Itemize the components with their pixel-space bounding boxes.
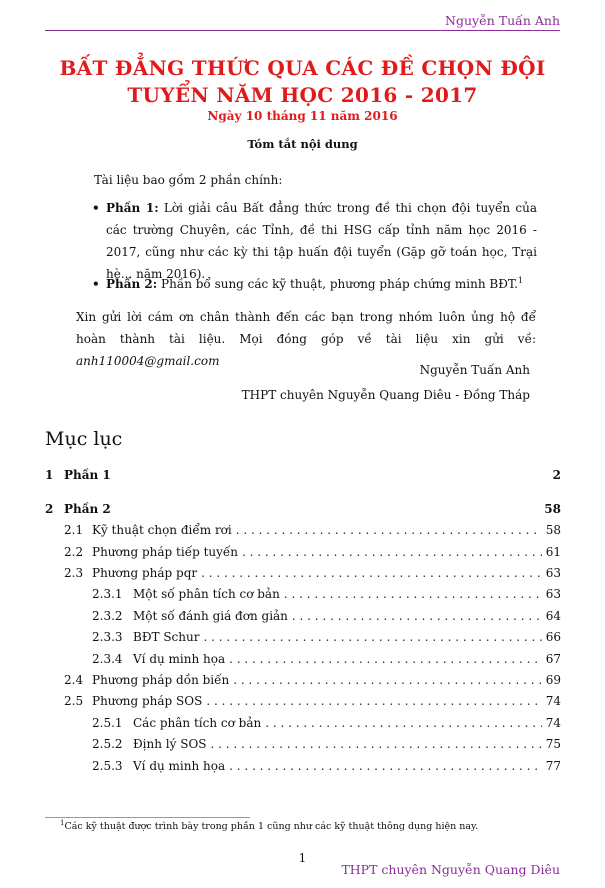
signature-school: THPT chuyên Nguyễn Quang Diêu - Đồng Tháp (241, 388, 530, 402)
document-title-line-1: BẤT ĐẲNG THỨC QUA CÁC ĐỀ CHỌN ĐỘI (59, 56, 546, 80)
footnote-number: 1 (60, 818, 65, 827)
toc-entry-page[interactable]: 69 (545, 673, 561, 687)
document-title-line-2: TUYỂN NĂM HỌC 2016 - 2017 (127, 83, 478, 107)
toc-entry-number: 2.3 (64, 566, 84, 580)
item-text: Lời giải câu Bất đẳng thức trong đề thi chọn đội tuyển của các trường Chuyên, các Tỉnh, đề thi HSG cấp tỉnh năm học 2016 - 2017, cũng như các kỳ thi tập huấn đội tuyển (Gặp gỡ toán học, Trại hè... năm 2016). (106, 201, 537, 281)
toc-dot-leader (233, 673, 541, 687)
footnote (60, 818, 479, 832)
toc-entry[interactable] (45, 757, 561, 773)
toc-title: Mục lục (45, 428, 123, 450)
document-date: Ngày 10 tháng 11 năm 2016 (207, 109, 398, 123)
abstract-item-1 (92, 197, 537, 285)
toc-entry[interactable] (45, 564, 561, 580)
item-label: Phần 2: (106, 277, 158, 291)
toc-entry[interactable] (45, 671, 561, 687)
toc-entry-page[interactable]: 64 (545, 609, 561, 623)
toc-entry-page[interactable]: 77 (545, 759, 561, 773)
footnote-rule (45, 817, 250, 818)
toc-dot-leader (236, 523, 542, 537)
toc-entry-label[interactable]: Phần 1 (64, 468, 111, 482)
toc-entry-label[interactable]: Phương pháp pqr (92, 566, 198, 580)
toc-entry[interactable] (45, 692, 561, 708)
toc-dot-leader (211, 737, 542, 751)
bullet-icon: • (92, 277, 100, 291)
toc-entry-number: 1 (45, 468, 54, 482)
toc-entry-number: 2.5.2 (92, 737, 123, 751)
header-author: Nguyễn Tuấn Anh (445, 13, 560, 28)
toc-entry-label[interactable]: Một số đánh giá đơn giản (133, 609, 288, 623)
footer-school: THPT chuyên Nguyễn Quang Diêu (341, 862, 560, 877)
footnote-mark[interactable]: 1 (517, 276, 524, 285)
toc-entry[interactable] (45, 607, 561, 623)
acknowledgement-text: Xin gửi lời cám ơn chân thành đến các bạn trong nhóm luôn ủng hộ để hoàn thành tài liệu. Mọi đóng góp về tài liệu xin gửi về: (76, 310, 536, 346)
abstract-intro: Tài liệu bao gồm 2 phần chính: (94, 173, 283, 187)
toc-entry-label[interactable]: Ví dụ minh họa (133, 759, 226, 773)
toc-entry-label[interactable]: Phương pháp SOS (92, 694, 203, 708)
toc-entry-label[interactable]: Phần 2 (64, 502, 111, 516)
abstract-heading: Tóm tắt nội dung (247, 137, 358, 151)
toc-entry[interactable] (45, 650, 561, 666)
toc-entry-number: 2.3.2 (92, 609, 123, 623)
toc-entry-number: 2.5.1 (92, 716, 123, 730)
toc-entry-page[interactable]: 2 (552, 468, 561, 482)
toc-entry-page[interactable]: 63 (545, 587, 561, 601)
toc-entry-number: 2.5 (64, 694, 84, 708)
toc-entry-label[interactable]: Ví dụ minh họa (133, 652, 226, 666)
toc-dot-leader (265, 716, 541, 730)
footnote-text: Các kỹ thuật được trình bày trong phần 1 cũng như các kỹ thuật thông dụng hiện nay. (64, 821, 479, 832)
toc-dot-leader (292, 609, 542, 623)
toc-dot-leader (201, 566, 542, 580)
item-text: Phần bổ sung các kỹ thuật, phương pháp chứng minh BĐT. (157, 277, 518, 291)
toc-entry[interactable] (45, 500, 561, 516)
page-number: 1 (298, 851, 307, 865)
toc-dot-leader (229, 652, 542, 666)
toc-entry-number: 2.1 (64, 523, 84, 537)
toc-entry-number: 2.3.1 (92, 587, 123, 601)
toc-entry[interactable] (45, 585, 561, 601)
toc-entry[interactable] (45, 735, 561, 751)
toc-entry-number: 2.5.3 (92, 759, 123, 773)
toc-entry-label[interactable]: Một số phân tích cơ bản (133, 587, 280, 601)
toc-entry-page[interactable]: 61 (545, 545, 561, 559)
toc-entry-number: 2.3.4 (92, 652, 123, 666)
toc-entry-label[interactable]: Định lý SOS (133, 737, 207, 751)
toc-entry[interactable] (45, 466, 561, 482)
toc-entry-page[interactable]: 63 (545, 566, 561, 580)
toc-dot-leader (229, 759, 542, 773)
toc-dot-leader (206, 694, 541, 708)
toc-entry-page[interactable]: 66 (545, 630, 561, 644)
signature-name: Nguyễn Tuấn Anh (419, 363, 530, 377)
toc-entry-page[interactable]: 58 (545, 523, 561, 537)
abstract-item-2 (92, 273, 537, 295)
toc-entry-label[interactable]: Phương pháp tiếp tuyến (92, 545, 239, 559)
contact-email[interactable]: anh110004@gmail.com (76, 354, 220, 368)
toc-dot-leader (284, 587, 542, 601)
toc-dot-leader (242, 545, 542, 559)
toc-entry[interactable] (45, 714, 561, 730)
toc-dot-leader (203, 630, 541, 644)
toc-entry-label[interactable]: Phương pháp dồn biến (92, 673, 230, 687)
toc-entry[interactable] (45, 628, 561, 644)
toc-entry-label[interactable]: BĐT Schur (133, 630, 200, 644)
item-label: Phần 1: (106, 201, 159, 215)
toc-entry-label[interactable]: Kỹ thuật chọn điểm rơi (92, 523, 232, 537)
toc-entry[interactable] (45, 521, 561, 537)
toc-entry-number: 2.4 (64, 673, 84, 687)
toc-entry-page[interactable]: 75 (545, 737, 561, 751)
toc-entry-label[interactable]: Các phân tích cơ bản (133, 716, 262, 730)
bullet-icon: • (92, 201, 100, 215)
toc-entry-page[interactable]: 58 (544, 502, 561, 516)
toc-entry-number: 2 (45, 502, 54, 516)
toc-entry-page[interactable]: 67 (545, 652, 561, 666)
toc-entry[interactable] (45, 543, 561, 559)
toc-entry-number: 2.3.3 (92, 630, 123, 644)
toc-entry-page[interactable]: 74 (545, 694, 561, 708)
header-rule (45, 30, 560, 31)
toc-entry-page[interactable]: 74 (545, 716, 561, 730)
toc-entry-number: 2.2 (64, 545, 84, 559)
